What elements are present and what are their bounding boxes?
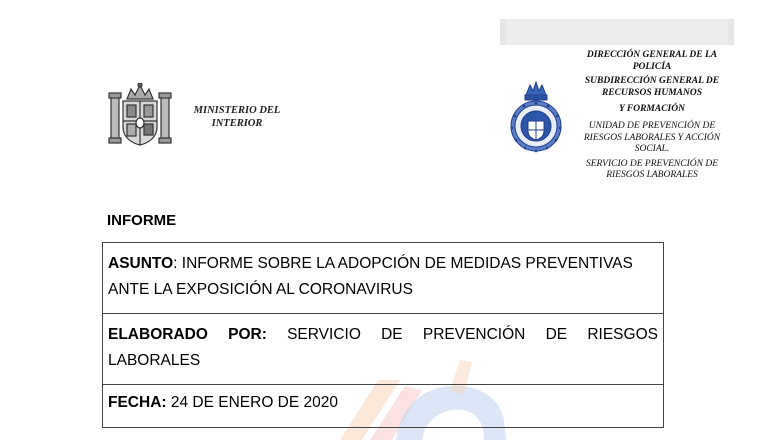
servicio-line-2: RIESGOS LABORALES: [606, 170, 698, 181]
ministry-line-1: MINISTERIO DEL: [193, 105, 281, 116]
subdireccion-line-1: SUBDIRECCIÓN GENERAL DE: [584, 76, 720, 87]
servicio-line-1: SERVICIO DE PREVENCIÓN DE: [585, 158, 718, 169]
elaborado-label-1: ELABORADO: [108, 326, 208, 343]
elaborado-row: [103, 314, 664, 385]
unidad-line-2: RIESGOS LABORALES Y ACCIÓN: [583, 132, 721, 143]
elaborado-word: DE: [545, 326, 568, 343]
direccion-line-1: DIRECCIÓN GENERAL DE LA: [586, 50, 718, 60]
ministry-name: [182, 104, 292, 130]
asunto-row: [103, 243, 664, 314]
asunto-cell: [103, 243, 664, 314]
unidad-line-3: SOCIAL.: [634, 144, 670, 155]
asunto-label: ASUNTO: [108, 255, 174, 272]
fecha-label: FECHA:: [108, 394, 167, 411]
header-gray-band: [500, 19, 734, 45]
elaborado-cell: [103, 314, 664, 385]
formacion-line: Y FORMACIÓN: [619, 104, 685, 115]
elaborado-label-2: POR:: [228, 326, 267, 343]
asunto-line-1: [108, 251, 658, 277]
fecha-row: [103, 385, 664, 428]
document-type-heading: INFORME: [107, 212, 177, 229]
subdireccion-line-2: RECURSOS HUMANOS: [601, 87, 703, 98]
fecha-cell: [103, 385, 664, 428]
unidad-line-1: UNIDAD DE PREVENCIÓN DE: [588, 120, 716, 131]
asunto-text-1: : INFORME SOBRE LA ADOPCIÓN DE MEDIDAS PREVENTIVAS: [173, 255, 633, 272]
elaborado-word: RIESGOS: [587, 326, 658, 343]
police-department-block: [572, 50, 732, 182]
fecha-value: 24 DE ENERO DE 2020: [166, 394, 339, 411]
ministry-line-2: INTERIOR: [211, 118, 263, 129]
elaborado-word: SERVICIO: [287, 326, 361, 343]
spain-coat-of-arms-icon: [105, 83, 175, 149]
police-emblem-icon: [508, 81, 564, 155]
direccion-line-2: POLICÍA: [632, 61, 672, 72]
asunto-line-2: ANTE LA EXPOSICIÓN AL CORONAVIRUS: [108, 281, 413, 298]
elaborado-line-2: LABORALES: [108, 352, 201, 369]
elaborado-word: PREVENCIÓN: [422, 326, 526, 343]
document-info-table: [102, 242, 664, 428]
elaborado-line-1: [108, 322, 658, 348]
elaborado-word: DE: [381, 326, 403, 343]
